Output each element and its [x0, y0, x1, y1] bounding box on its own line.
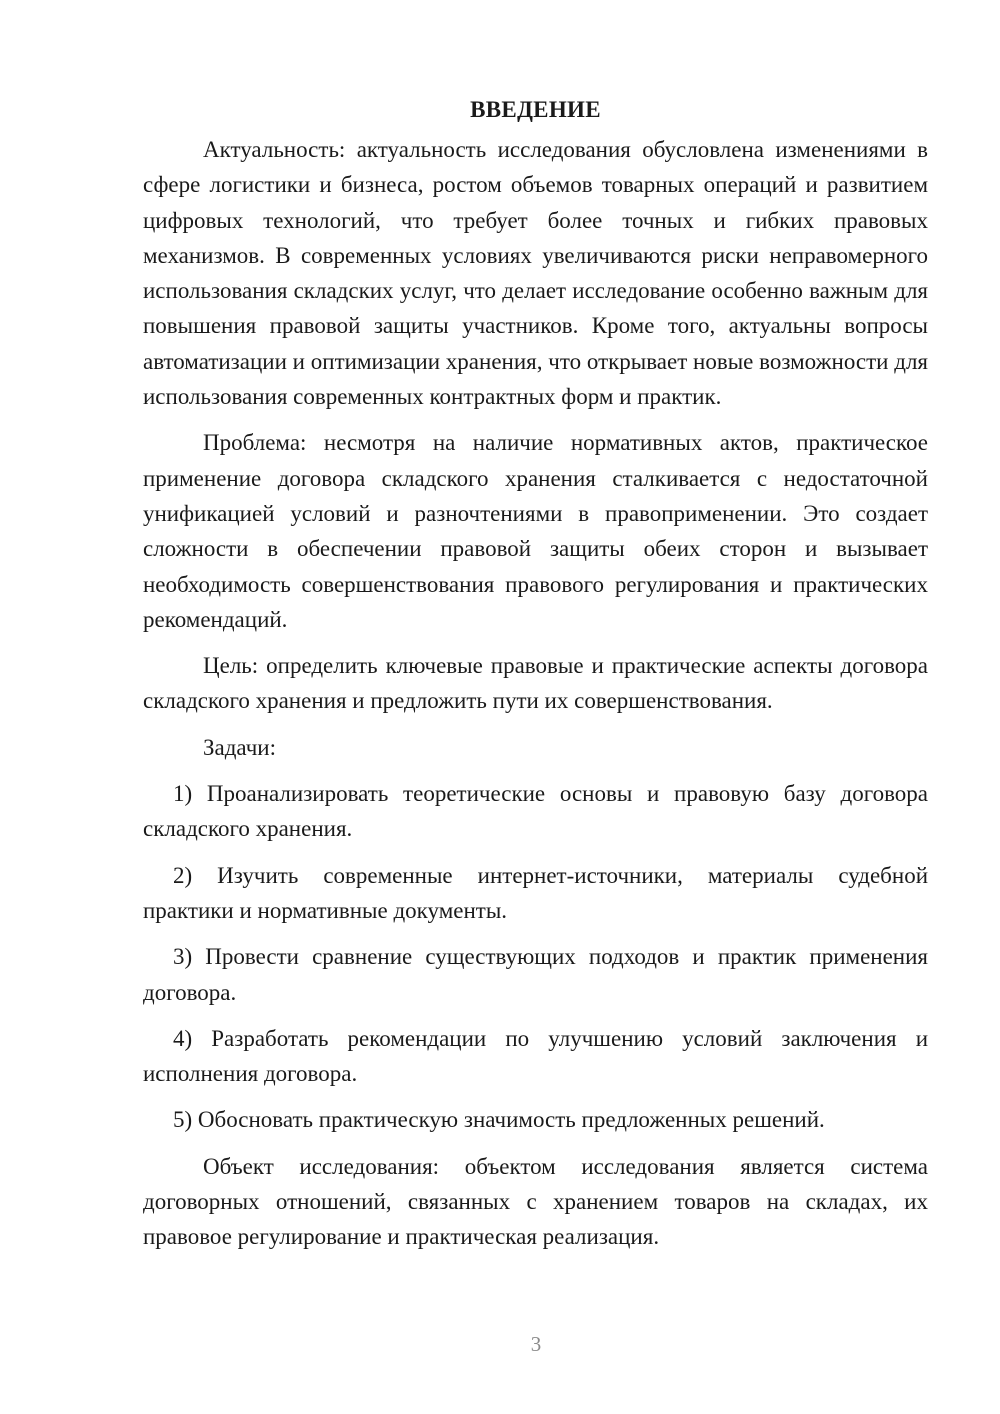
document-body [143, 92, 928, 1255]
problem-paragraph: Проблема: несмотря на наличие нормативных актов, практическое применение договора складского хранения сталкивается с недостаточной унификацией условий и разночтениями в правоприменении. Это создает сложности в обеспечении правовой защиты обеих сторон и вызывает необходимость совершенствования правового регулирования и практических рекомендаций. [143, 430, 928, 632]
task-item-2: 2) Изучить современные интернет-источники, материалы судебной практики и нормативные документы. [143, 862, 928, 923]
page-number: 3 [530, 1332, 542, 1356]
page-title: ВВЕДЕНИЕ [470, 97, 601, 122]
tasks-label: Задачи: [203, 734, 276, 760]
task-item-3: 3) Провести сравнение существующих подходов и практик применения договора. [143, 944, 928, 1005]
object-paragraph: Объект исследования: объектом исследования является система договорных отношений, связанных с хранением товаров на складах, их правовое регулирование и практическая реализация. [143, 1153, 928, 1250]
goal-paragraph: Цель: определить ключевые правовые и практические аспекты договора складского хранения и предложить пути их совершенствования. [143, 653, 928, 714]
task-item-4: 4) Разработать рекомендации по улучшению условий заключения и исполнения договора. [143, 1025, 928, 1087]
tasks-list [143, 776, 928, 1138]
relevance-paragraph: Актуальность: актуальность исследования обусловлена изменениями в сфере логистики и бизнеса, ростом объемов товарных операций и развитием цифровых технологий, что требует более точных и гибких правовых механизмов. В современных условиях увеличиваются риски неправомерного использования складских услуг, что делает исследование особенно важным для повышения правовой защиты участников. Кроме того, актуальны вопросы автоматизации и оптимизации хранения, что открывает новые возможности для использования современных контрактных форм и практик. [143, 137, 928, 410]
task-item-5: 5) Обосновать практическую значимость предложенных решений. [173, 1107, 825, 1133]
task-item-1: 1) Проанализировать теоретические основы и правовую базу договора складского хранения. [143, 781, 928, 842]
